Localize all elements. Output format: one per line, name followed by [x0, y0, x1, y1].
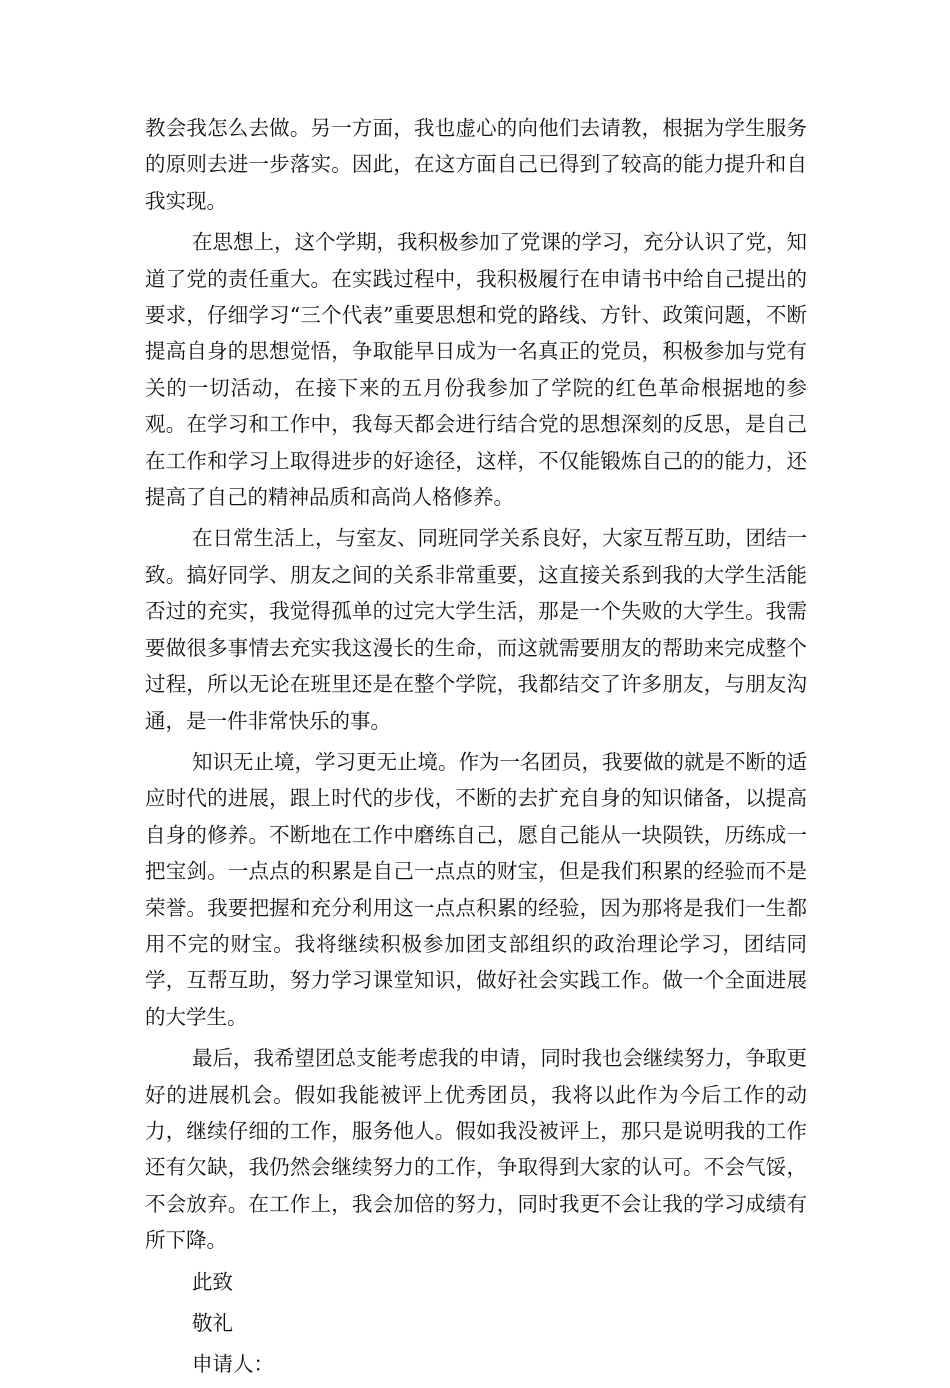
paragraph-ideology: 在思想上，这个学期，我积极参加了党课的学习，充分认识了党，知道了党的责任重大。在实践过程中，我积极履行在申请书中给自己提出的要求，仔细学习“三个代表”重要思想和党的路线、方针、政策问题，不断提高自身的思想觉悟，争取能早日成为一名真正的党员，积极参加与党有关的一切活动，在接下来的五月份我参加了学院的红色革命根据地的参观。在学习和工作中，我每天都会进行结合党的思想深刻的反思，是自己在工作和学习上取得进步的好途径，这样，不仅能锻炼自己的的能力，还提高了自己的精神品质和高尚人格修养。 — [145, 230, 807, 510]
paragraph-continuation: 教会我怎么去做。另一方面，我也虚心的向他们去请教，根据为学生服务的原则去进一步落实。因此，在这方面自己已得到了较高的能力提升和自我实现。 — [145, 116, 807, 213]
closing-salutation: 此致 — [192, 1269, 233, 1294]
closing-respect: 敬礼 — [192, 1311, 233, 1335]
paragraph-daily-life: 在日常生活上，与室友、同班同学关系良好，大家互帮互助，团结一致。搞好同学、朋友之间的关系非常重要，这直接关系到我的大学生活能否过的充实，我觉得孤单的过完大学生活，那是一个失败的大学生。我需要做很多事情去充实我这漫长的生命，而这就需要朋友的帮助来完成整个过程，所以无论在班里还是在整个学院，我都结交了许多朋友，与朋友沟通，是一件非常快乐的事。 — [145, 526, 807, 733]
paragraph-conclusion: 最后，我希望团总支能考虑我的申请，同时我也会继续努力，争取更好的进展机会。假如我能被评上优秀团员，我将以此作为今后工作的动力，继续仔细的工作，服务他人。假如我没被评上，那只是说明我的工作还有欠缺，我仍然会继续努力的工作，争取得到大家的认可。不会气馁，不会放弃。在工作上，我会加倍的努力，同时我更不会让我的学习成绩有所下降。 — [145, 1046, 807, 1253]
paragraph-learning: 知识无止境，学习更无止境。作为一名团员，我要做的就是不断的适应时代的进展，跟上时代的步伐，不断的去扩充自身的知识储备，以提高自身的修养。不断地在工作中磨练自己，愿自己能从一块陨铁，历练成一把宝剑。一点点的积累是自己一点点的财宝，但是我们积累的经验而不是荣誉。我要把握和充分利用这一点点积累的经验，因为那将是我们一生都用不完的财宝。我将继续积极参加团支部组织的政治理论学习，团结同学，互帮互助，努力学习课堂知识，做好社会实践工作。做一个全面进展的大学生。 — [145, 749, 807, 1029]
signature-label: 申请人： — [192, 1352, 274, 1377]
document-body — [145, 110, 807, 1388]
